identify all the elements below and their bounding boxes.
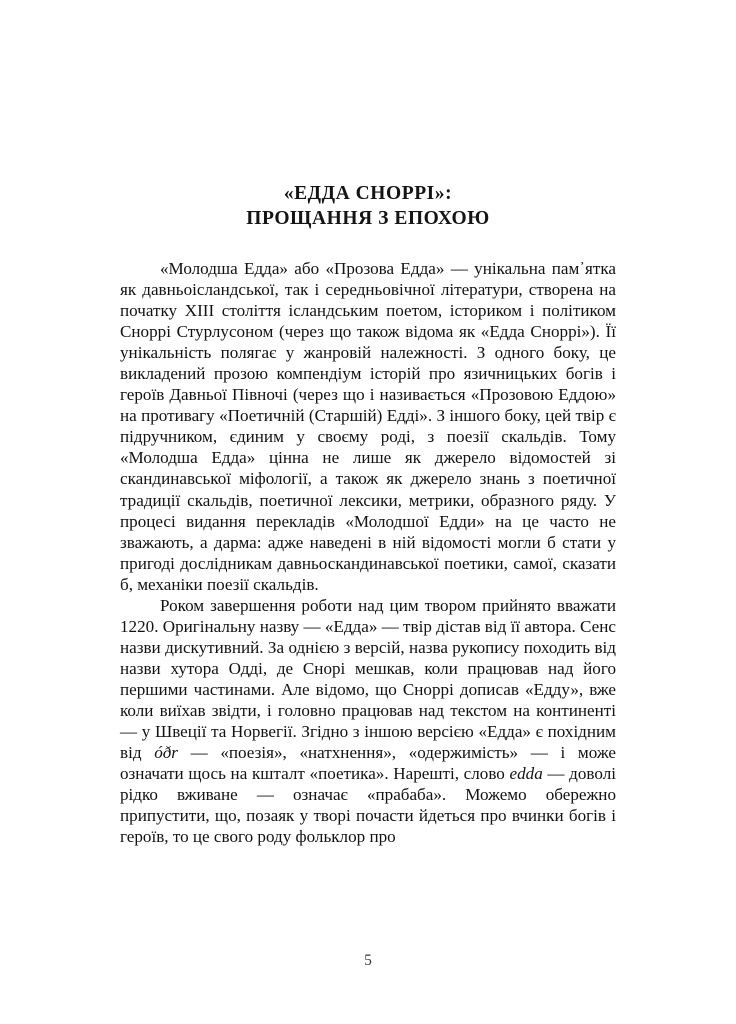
- chapter-title: [120, 181, 616, 231]
- old-norse-term-edda: edda: [509, 764, 543, 784]
- paragraph-2-text-part-2: — «поезія», «натхнення», «одержимість» — і може означати щось на кшталт «поетика». Нарешті, слово: [120, 743, 616, 784]
- paragraph-1-text: «Молодша Едда» або «Прозова Едда» — унікальна пам᾽ятка як давньоісландської, так і середньовічної літератури, створена на початку XIII століття ісландським поетом, істориком і політиком Сноррі Стурлусоном (через що також відома як «Едда Сноррі»). Її унікальність полягає у жанровій належності. З одного боку, це викладений прозою компендіум історій про язичницьких богів і героїв Давньої Півночі (через що і називається «Прозовою Еддою» на противагу «Поетичній (Старшій) Едді». З іншого боку, цей твір є підручником, єдиним у своєму роді, з поезії скальдів. Тому «Молодша Едда» цінна не лише як джерело відомостей зі скандинавської міфології, а також як джерело знань з поетичної традиції скальдів, поетичної лексики, метрики, образного ряду. У процесі видання перекладів «Молодшої Едди» на це часто не зважають, а дарма: адже наведені в ній відомості могли б стати у пригоді дослідникам давньоскандинавської поетики, самої, сказати б, механіки поезії скальдів.: [120, 259, 616, 594]
- paragraph-2-text-part-3: — доволі рідко вживане — означає «прабаба». Можемо обережно припустити, що, позаяк у творі почасти йдеться про вчинки богів і героїв, то це свого роду фольклор про: [120, 764, 616, 847]
- paragraph-1: [120, 258, 616, 595]
- paragraph-2: [120, 595, 616, 848]
- paragraph-2-text-part-1: Роком завершення роботи над цим твором прийнято вважати 1220. Оригінальну назву — «Едда» — твір дістав від її автора. Сенс назви дискутивний. За однією з версій, назва рукопису походить від назви хутора Одді, де Снорі мешкав, коли працював над його першими частинами. Але відомо, що Сноррі дописав «Едду», вже коли виїхав звідти, і головно працював над текстом на континенті — у Швеції та Норвегії. Згідно з іншою версією «Едда» є похідним від: [120, 595, 616, 763]
- chapter-title-line-2: ПРОЩАННЯ З ЕПОХОЮ: [246, 208, 490, 230]
- old-norse-term-odr: óðr: [154, 743, 178, 763]
- page-number: 5: [364, 952, 372, 969]
- body-text-block: [120, 258, 616, 847]
- chapter-title-line-1: «ЕДДА СНОРРІ»:: [283, 183, 453, 205]
